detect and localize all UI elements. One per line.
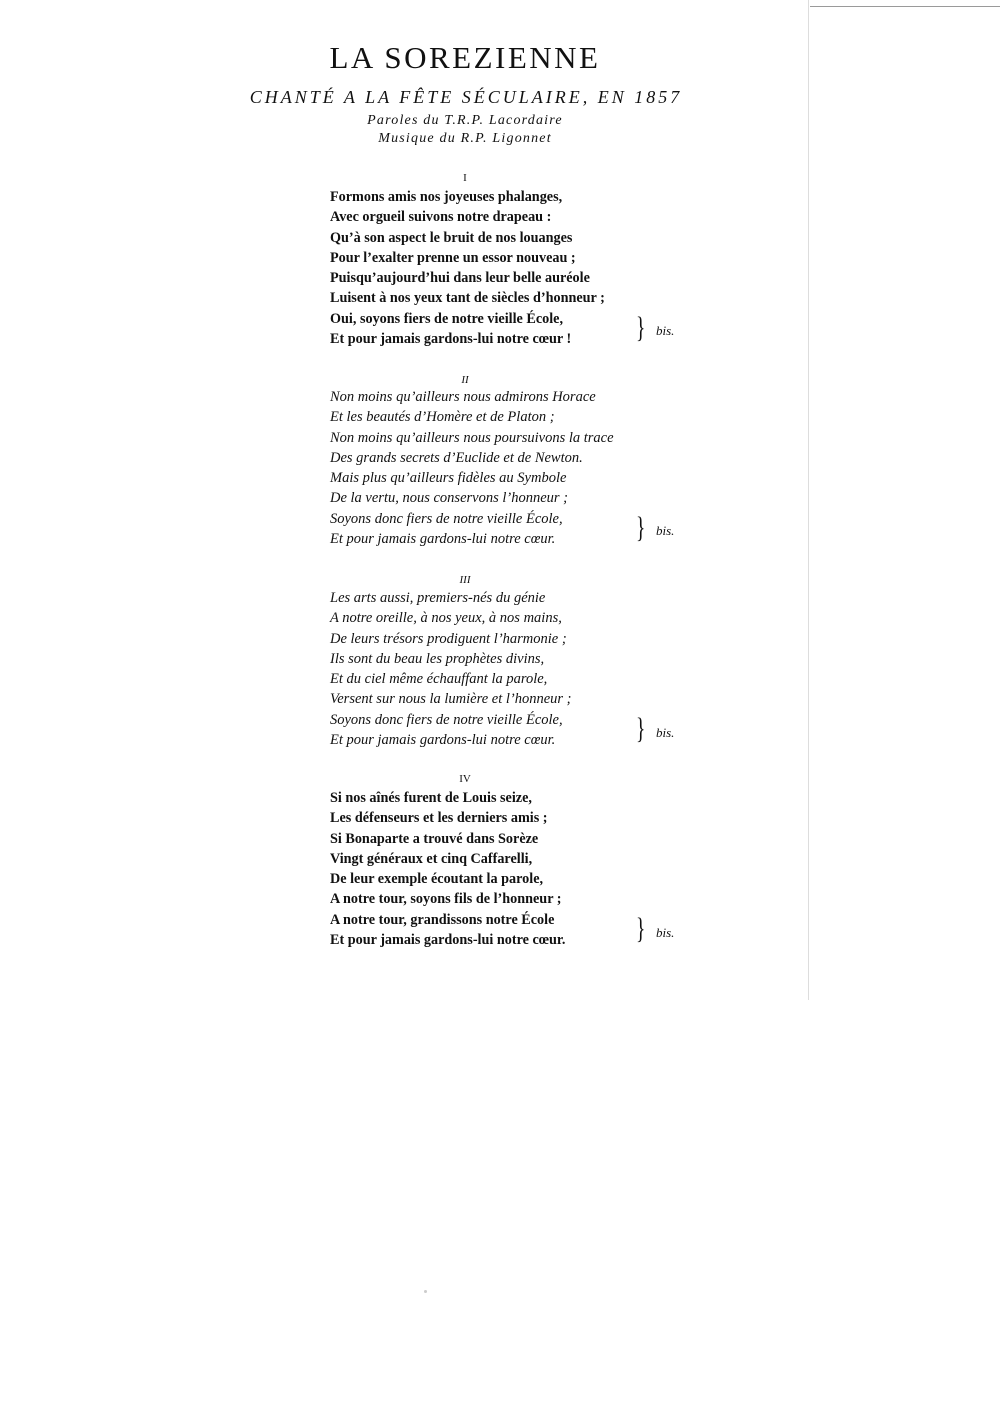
verse-line: Et pour jamais gardons-lui notre cœur.: [330, 732, 556, 749]
verse-line: Mais plus qu’ailleurs fidèles au Symbole: [330, 470, 567, 487]
verse-line: Et du ciel même échauffant la parole,: [330, 671, 548, 688]
verse-line: A notre tour, grandissons notre École: [330, 911, 555, 928]
verse-line: Versent sur nous la lumière et l’honneur ;: [330, 691, 572, 708]
verse-line: Des grands secrets d’Euclide et de Newton.: [330, 449, 583, 466]
refrain-brace-3: }: [636, 712, 646, 745]
song-subtitle: CHANTÉ A LA FÊTE SÉCULAIRE, EN 1857: [249, 87, 683, 107]
verse-line: De la vertu, nous conservons l’honneur ;: [330, 490, 568, 507]
verse-line: Et pour jamais gardons-lui notre cœur.: [330, 531, 556, 548]
verse-line: Si nos aînés furent de Louis seize,: [330, 790, 532, 806]
scan-edge-line: [810, 6, 1000, 7]
verse-line: Formons amis nos joyeuses phalanges,: [330, 189, 563, 205]
verse-line: Puisqu’aujourd’hui dans leur belle auréole: [330, 270, 590, 287]
stanza-4: [330, 788, 630, 950]
refrain-brace-1: }: [636, 311, 646, 344]
stanza-numeral-2: II: [461, 374, 469, 386]
verse-line: Soyons donc fiers de notre vieille École,: [330, 711, 563, 728]
song-title: LA SOREZIENNE: [329, 40, 601, 75]
verse-line: Qu’à son aspect le bruit de nos louanges: [330, 229, 573, 246]
verse-line: Les défenseurs et les derniers amis ;: [330, 810, 548, 827]
stanza-numeral-1: I: [463, 172, 467, 184]
stanza-numeral-3: III: [459, 574, 471, 586]
refrain-marker-3: bis.: [656, 725, 675, 740]
music-credit: Musique du R.P. Ligonnet: [378, 131, 552, 146]
verse-line: A notre oreille, à nos yeux, à nos mains,: [330, 610, 562, 627]
verse-line: Et pour jamais gardons-lui notre cœur.: [330, 932, 566, 949]
verse-line: Et pour jamais gardons-lui notre cœur !: [330, 331, 572, 348]
verse-line: A notre tour, soyons fils de l’honneur ;: [330, 891, 562, 908]
verse-line: Vingt généraux et cinq Caffarelli,: [330, 850, 533, 867]
stanza-numeral-4: IV: [459, 773, 471, 785]
lyrics-credit: Paroles du T.R.P. Lacordaire: [367, 113, 563, 128]
verse-line: De leurs trésors prodiguent l’harmonie ;: [330, 630, 567, 647]
refrain-marker-4: bis.: [656, 925, 675, 940]
stanza-1: [330, 187, 630, 349]
scan-edge-shadow: [808, 0, 809, 1000]
verse-line: Et les beautés d’Homère et de Platon ;: [330, 409, 555, 426]
refrain-brace-4: }: [636, 912, 646, 945]
verse-line: Soyons donc fiers de notre vieille École,: [330, 510, 563, 527]
verse-line: Non moins qu’ailleurs nous poursuivons la trace: [330, 429, 614, 446]
verse-line: Avec orgueil suivons notre drapeau :: [330, 209, 552, 226]
refrain-marker-2: bis.: [656, 523, 675, 538]
scan-speck: [424, 1290, 427, 1293]
verse-line: Les arts aussi, premiers-nés du génie: [330, 590, 546, 606]
verse-line: Non moins qu’ailleurs nous admirons Horace: [330, 389, 596, 405]
verse-line: De leur exemple écoutant la parole,: [330, 871, 544, 888]
verse-line: Si Bonaparte a trouvé dans Sorèze: [330, 830, 539, 847]
verse-line: Luisent à nos yeux tant de siècles d’honneur ;: [330, 290, 605, 307]
verse-line: Oui, soyons fiers de notre vieille École,: [330, 310, 564, 327]
refrain-brace-2: }: [636, 511, 646, 544]
verse-line: Pour l’exalter prenne un essor nouveau ;: [330, 249, 576, 266]
stanza-3: [330, 588, 630, 750]
stanza-2: [330, 387, 630, 549]
verse-line: Ils sont du beau les prophètes divins,: [330, 650, 545, 667]
refrain-marker-1: bis.: [656, 323, 675, 338]
